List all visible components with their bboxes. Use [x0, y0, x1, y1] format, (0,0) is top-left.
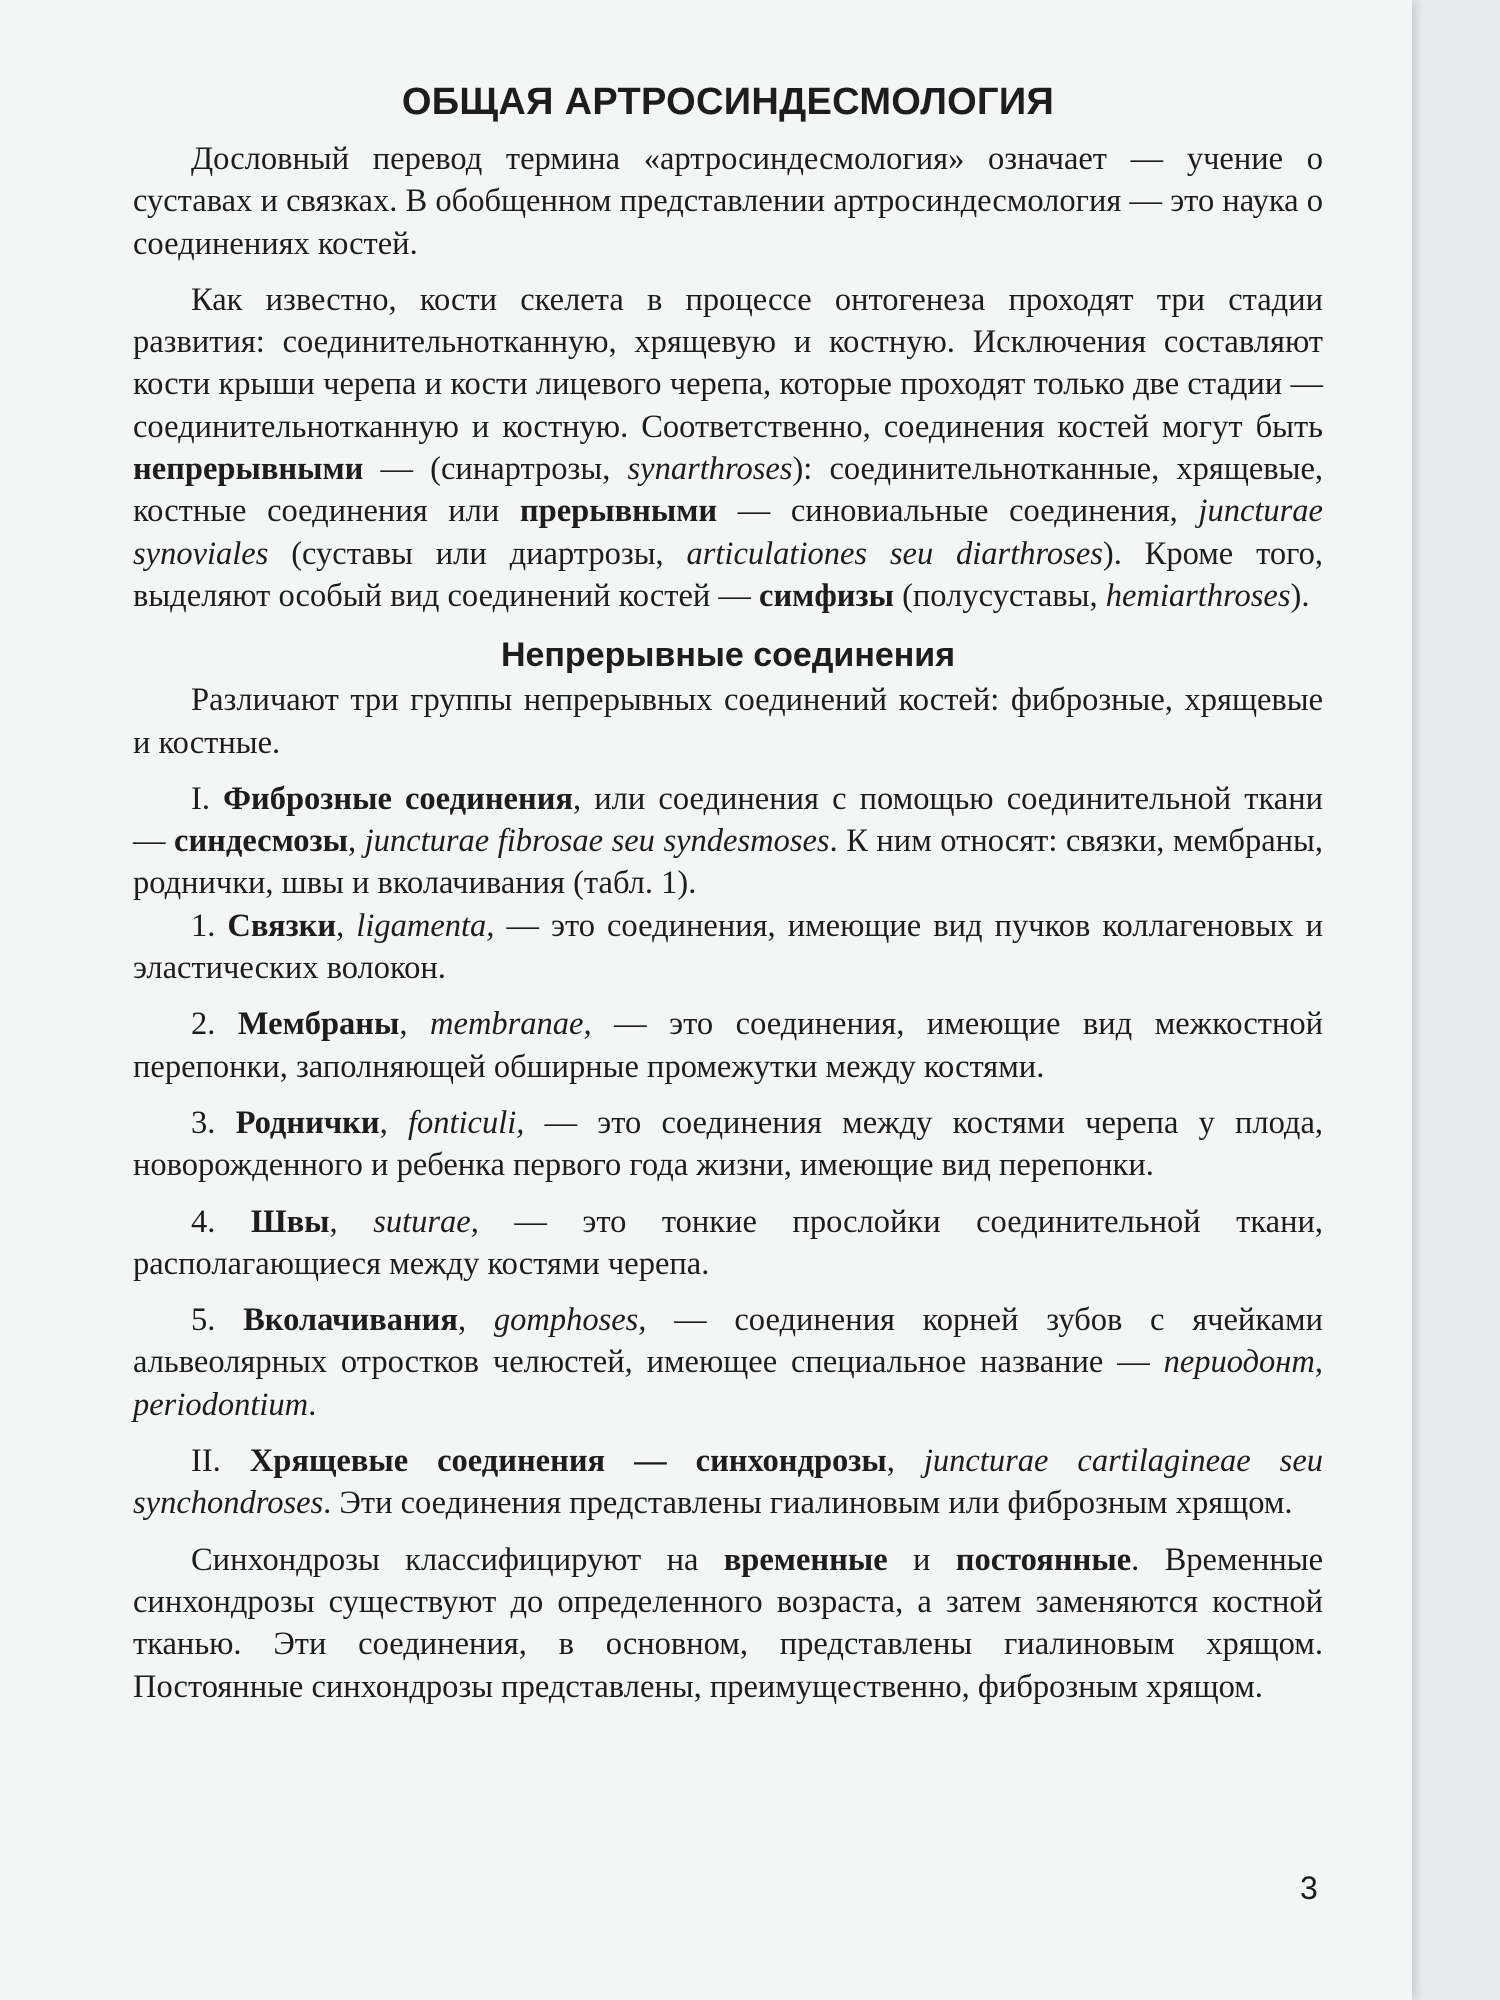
page-title: ОБЩАЯ АРТРОСИНДЕСМОЛОГИЯ — [401, 81, 1055, 123]
list-item-ligaments: 1. Связки, ligamenta, — это соединения, имеющие вид пучков коллагеновых и эластических волокон. — [133, 907, 1324, 987]
paragraph-cartilaginous: II. Хрящевые соединения — синхондрозы, juncturae cartilagineae seu synchondroses. Эти соединения представлены гиалиновым или фиброзным хрящом. — [133, 1443, 1324, 1522]
list-item-gomphoses: 5. Вколачивания, gomphoses, — соединения корней зубов с ячейками альвеолярных отростков челюстей, имеющее специальное название — периодонт, periodontium. — [133, 1302, 1324, 1423]
section-heading: Непрерывные соединения — [500, 636, 956, 675]
page-content — [133, 74, 1323, 1708]
page-number: 3 — [1300, 1870, 1318, 1906]
list-item-membranes: 2. Мембраны, membranae, — это соединения, имеющие вид межкостной перепонки, заполняющей обширные промежутки между костями. — [133, 1006, 1324, 1085]
paragraph-fibrous: I. Фиброзные соединения, или соединения с помощью соединительной ткани — синдесмозы, juncturae fibrosae seu syndesmoses. К ним относят: связки, мембраны, роднички, швы и вколачивания (табл. 1). — [133, 780, 1324, 902]
paragraph-development: Как известно, кости скелета в процессе онтогенеза проходят три стадии развития: соединительнотканную, хрящевую и костную. Исключения составляют кости крыши черепа и кости лицевого черепа, которые проходят только две стадии — соединительнотканную и костную. Соответственно, соединения костей могут быть непрерывными — (синартрозы, synarthroses): соединительнотканные, хрящевые, костные соединения или прерывными — синовиальные соединения, juncturae synoviales (суставы или диартрозы, articulationes seu diarthroses). Кроме того, выделяют особый вид соединений костей — симфизы (полусуставы, hemiarthroses). — [133, 281, 1324, 614]
paragraph-synchondroses: Синхондрозы классифицируют на временные и постоянные. Временные синхондрозы существуют до определенного возраста, а затем заменяются костной тканью. Эти соединения, в основном, представлены гиалиновым хрящом. Постоянные синхондрозы представлены, преимущественно, фиброзным хрящом. — [133, 1541, 1324, 1705]
list-item-fontanelles: 3. Роднички, fonticuli, — это соединения между костями черепа у плода, новорожденного и ребенка первого года жизни, имеющие вид перепонки. — [133, 1104, 1324, 1184]
paragraph-definition: Дословный перевод термина «артросиндесмология» означает — учение о суставах и связках. В обобщенном представлении артросиндесмология — это наука о соединениях костей. — [133, 141, 1323, 262]
list-item-sutures: 4. Швы, suturae, — это тонкие прослойки соединительной ткани, располагающиеся между костями черепа. — [133, 1203, 1323, 1282]
paragraph-groups: Различают три группы непрерывных соединений костей: фиброзные, хрящевые и костные. — [133, 682, 1323, 761]
